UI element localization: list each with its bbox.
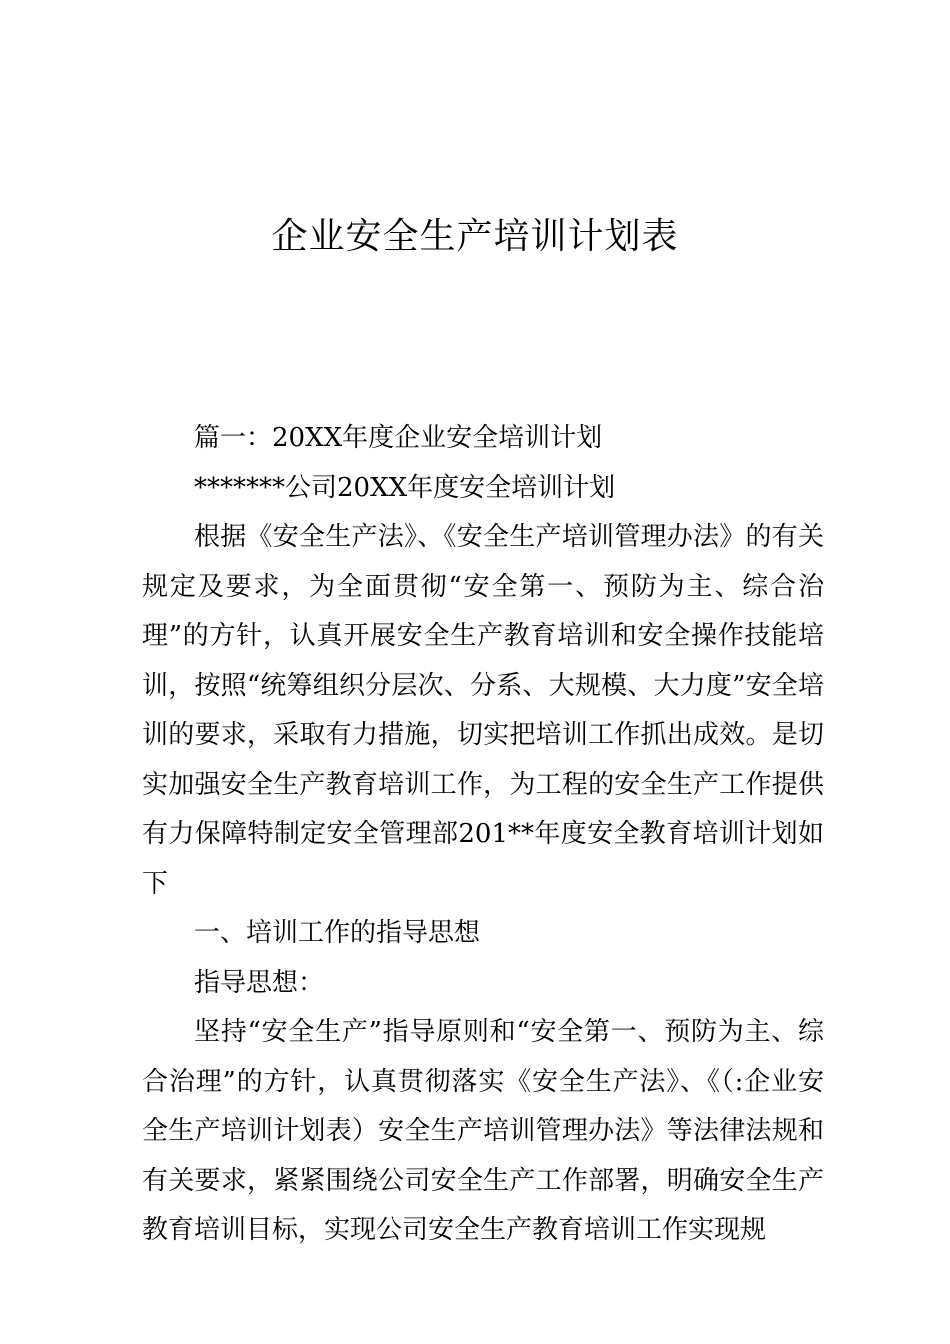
paragraph-intro: 根据《安全生产法》、《安全生产培训管理办法》的有关规定及要求，为全面贯彻“安全第一、预防为主、综合治理”的方针，认真开展安全生产教育培训和安全操作技能培训，按照“统筹组织分层次、分系、大规模、大力度”安全培训的要求，采取有力措施，切实把培训工作抓出成效。是切实加强安全生产教育培训工作，为工程的安全生产工作提供有力保障特制定安全管理部201**年度安全教育培训计划如下 xyxy=(142,522,824,899)
paragraph-heading-guiding-ideology: 一、培训工作的指导思想 xyxy=(194,918,481,948)
paragraph-section-heading: 篇一：20XX年度企业安全培训计划 xyxy=(194,423,603,453)
document-body xyxy=(142,414,824,1256)
paragraph-guiding-ideology-label: 指导思想： xyxy=(194,967,325,998)
paragraph-plan-title: *******公司20XX年度安全培训计划 xyxy=(194,472,616,503)
document-title: 企业安全生产培训计划表 xyxy=(271,216,679,258)
paragraph-guiding-ideology-text: 坚持“安全生产”指导原则和“安全第一、预防为主、综合治理”的方针，认真贯彻落实《安全生产法》、《（:企业安全生产培训计划表）安全生产培训管理办法》等法律法规和有关要求，紧紧围绕公司安全生产工作部署，明确安全生产教育培训目标，实现公司安全生产教育培训工作实现规 xyxy=(142,1017,824,1245)
